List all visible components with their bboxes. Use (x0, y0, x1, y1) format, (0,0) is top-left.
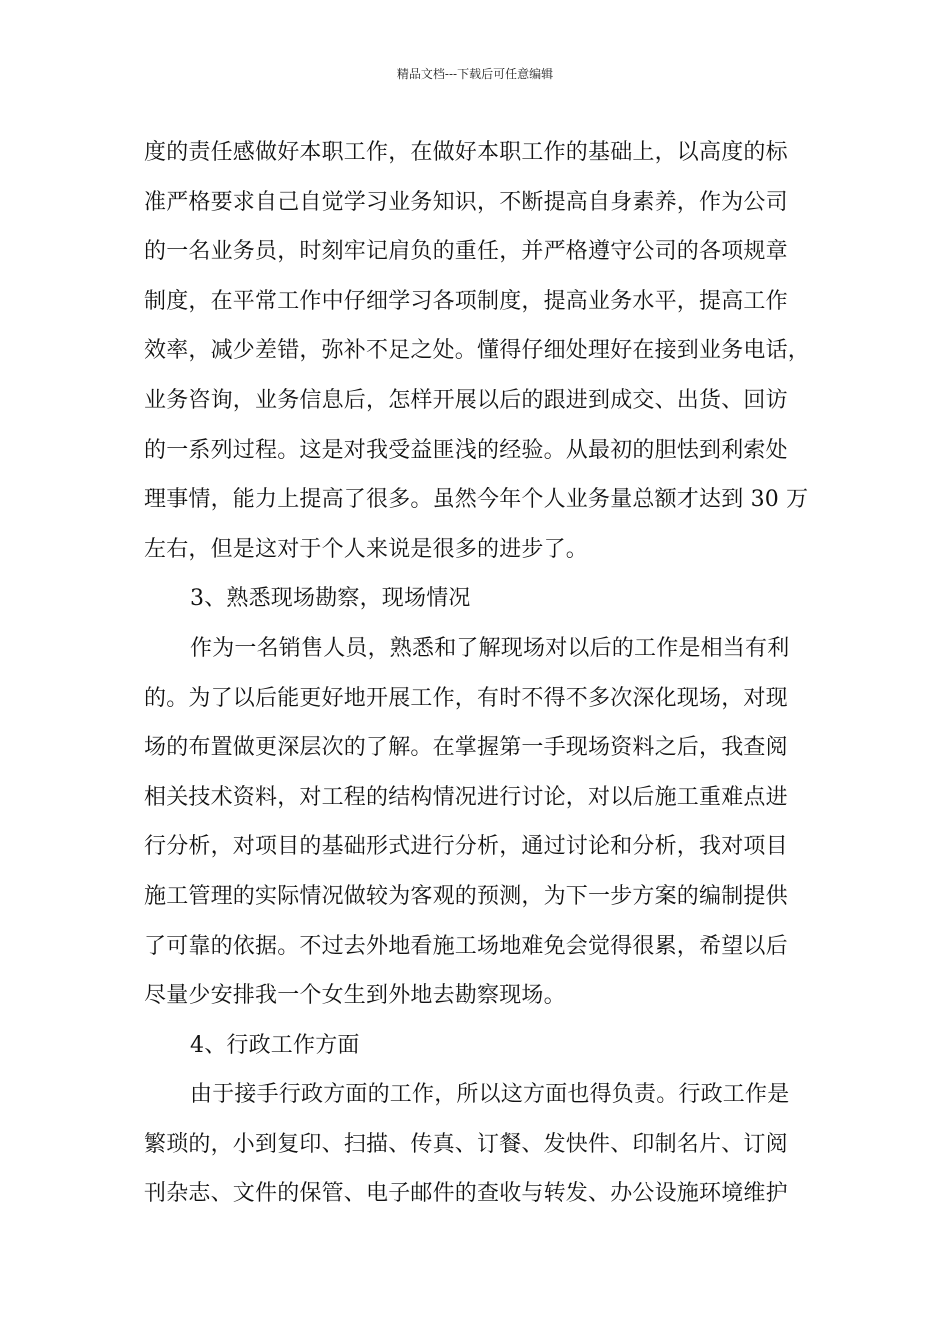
paragraph-line: 度的责任感做好本职工作，在做好本职工作的基础上，以高度的标 (144, 140, 788, 165)
paragraph-line: 制度，在平常工作中仔细学习各项制度，提高业务水平，提高工作 (144, 288, 788, 314)
paragraph-line: 刊杂志、文件的保管、电子邮件的查收与转发、办公设施环境维护 (144, 1181, 788, 1207)
paragraph-line: 理事情，能力上提高了很多。虽然今年个人业务量总额才达到 30 万 (144, 487, 809, 513)
document-body (144, 128, 816, 1219)
paragraph-line: 效率，减少差错，弥补不足之处。懂得仔细处理好在接到业务电话， (144, 338, 811, 364)
paragraph-line: 相关技术资料，对工程的结构情况进行讨论，对以后施工重难点进 (144, 784, 788, 810)
paragraph-line: 左右，但是这对于个人来说是很多的进步了。 (144, 536, 589, 562)
paragraph-line: 繁琐的，小到复印、扫描、传真、订餐、发快件、印制名片、订阅 (144, 1131, 788, 1157)
paragraph-line: 业务咨询，业务信息后，怎样开展以后的跟进到成交、出货、回访 (144, 387, 788, 413)
paragraph-line: 了可靠的依据。不过去外地看施工场地难免会觉得很累，希望以后 (144, 933, 788, 959)
paragraph-line: 由于接手行政方面的工作，所以这方面也得负责。行政工作是 (190, 1082, 790, 1108)
paragraph-line: 场的布置做更深层次的了解。在掌握第一手现场资料之后，我查阅 (144, 735, 788, 761)
paragraph-line: 行分析，对项目的基础形式进行分析，通过讨论和分析，我对项目 (144, 834, 788, 860)
page-header: 精品文档---下载后可任意编辑 (396, 67, 554, 81)
paragraph-line: 施工管理的实际情况做较为客观的预测，为下一步方案的编制提供 (144, 883, 788, 909)
paragraph-line: 的一名业务员，时刻牢记肩负的重任，并严格遵守公司的各项规章 (144, 239, 788, 265)
paragraph-line: 的一系列过程。这是对我受益匪浅的经验。从最初的胆怯到利索处 (144, 437, 788, 463)
section-heading: 3、熟悉现场勘察，现场情况 (190, 586, 471, 612)
paragraph-line: 作为一名销售人员，熟悉和了解现场对以后的工作是相当有利 (190, 635, 790, 661)
paragraph-line: 尽量少安排我一个女生到外地去勘察现场。 (144, 983, 566, 1009)
section-heading: 4、行政工作方面 (190, 1032, 360, 1058)
paragraph-line: 准严格要求自己自觉学习业务知识，不断提高自身素养，作为公司 (144, 189, 788, 215)
paragraph-line: 的。为了以后能更好地开展工作，有时不得不多次深化现场，对现 (144, 685, 788, 711)
